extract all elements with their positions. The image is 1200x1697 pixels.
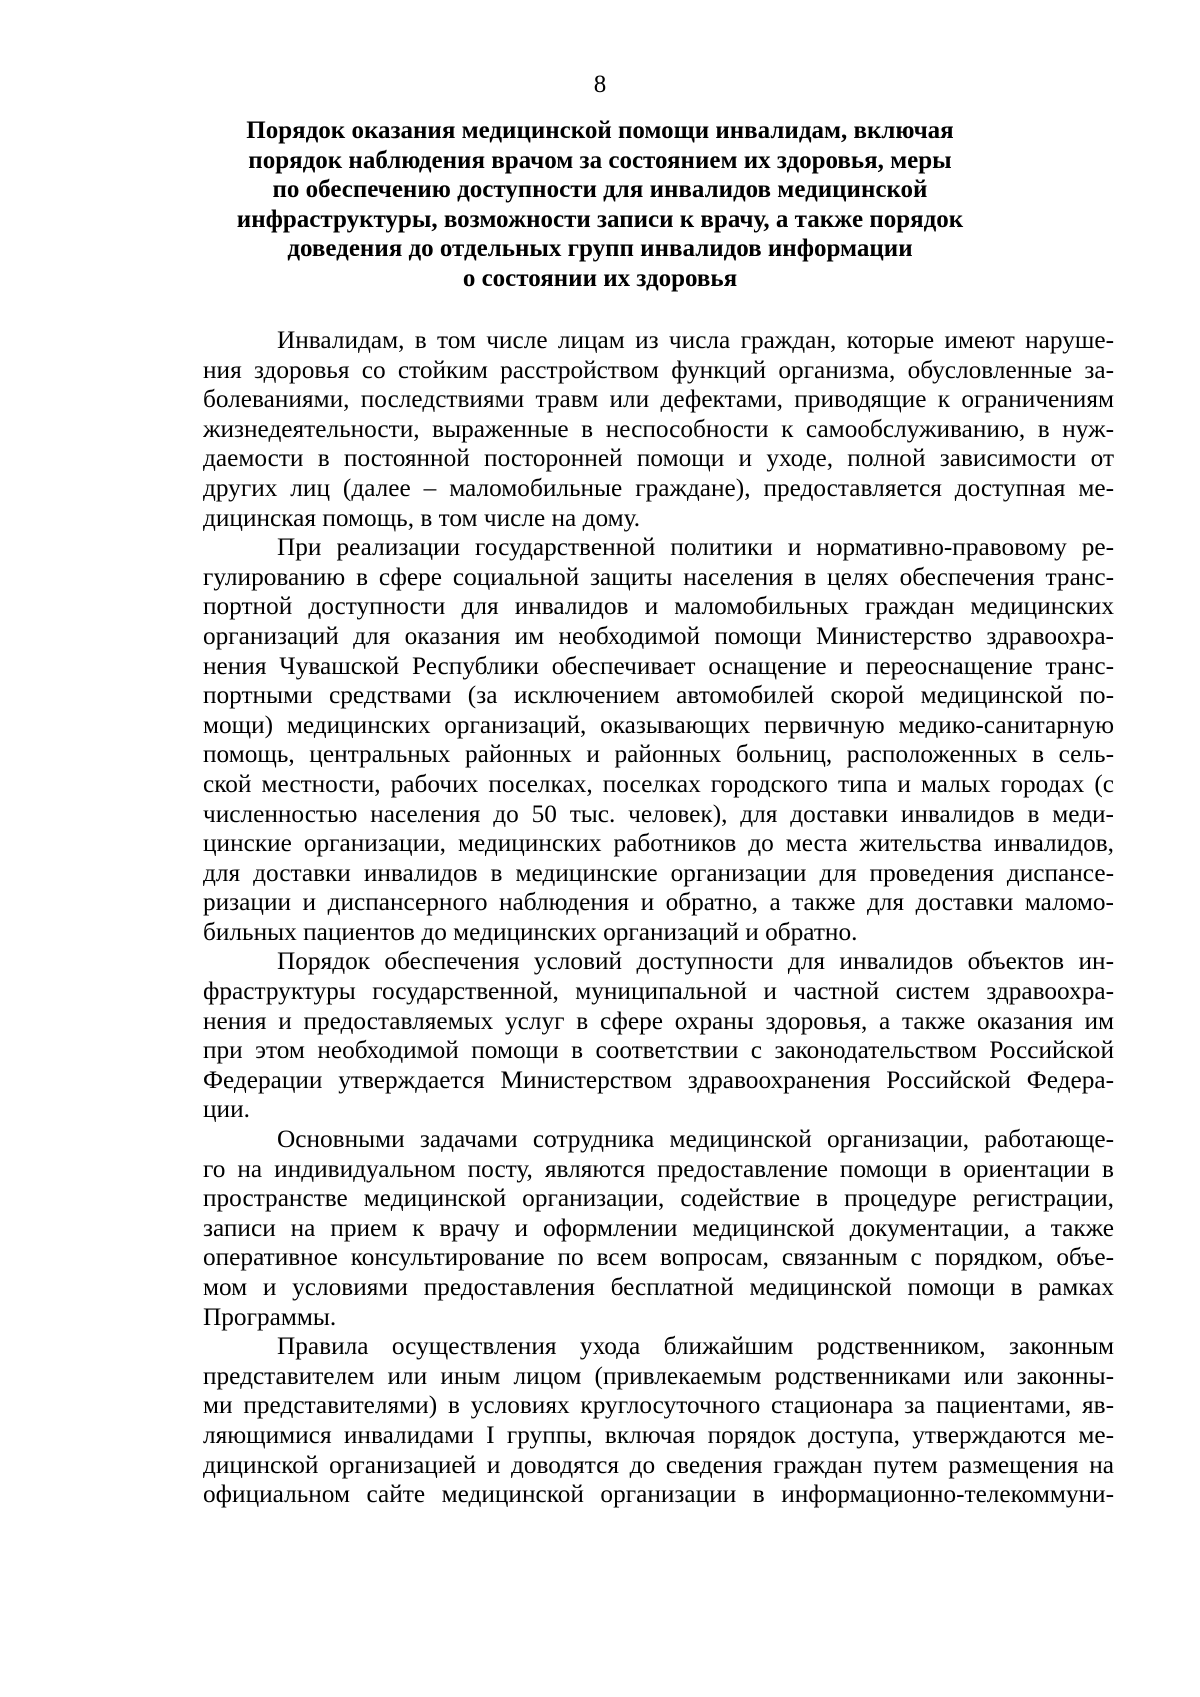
text-line: бильных пациентов до медицинских организаций и обратно. xyxy=(203,917,858,946)
text-line: гулированию в сфере социальной защиты населения в целях обеспечения транс- xyxy=(203,562,1114,591)
text-line: записи на прием к врачу и оформлении медицинской документации, а также xyxy=(203,1213,1114,1242)
section-title xyxy=(0,116,1200,293)
paragraph-5 xyxy=(203,1332,1114,1510)
text-line: нения Чувашской Республики обеспечивает оснащение и переоснащение транс- xyxy=(203,651,1114,680)
text-line: мощи) медицинских организаций, оказывающих первичную медико-санитарную xyxy=(203,710,1114,739)
text-line: ми представителями) в условиях круглосуточного стационара за пациентами, яв- xyxy=(203,1391,1114,1420)
text-line: оперативное консультирование по всем вопросам, связанным с порядком, объе- xyxy=(203,1243,1114,1272)
title-line: о состоянии их здоровья xyxy=(462,264,738,292)
text-line: фраструктуры государственной, муниципальной и частной систем здравоохра- xyxy=(203,977,1114,1006)
text-line: помощь, центральных районных и районных больниц, расположенных в сель- xyxy=(203,740,1114,769)
text-line: цинские организации, медицинских работников до места жительства инвалидов, xyxy=(203,829,1114,858)
text-line: портными средствами (за исключением автомобилей скорой медицинской по- xyxy=(203,681,1114,710)
text-line: дицинская помощь, в том числе на дому. xyxy=(203,503,641,532)
text-line: представителем или иным лицом (привлекаемым родственниками или законны- xyxy=(203,1361,1114,1390)
text-line: других лиц (далее – маломобильные граждане), предоставляется доступная ме- xyxy=(203,473,1114,502)
text-line: ции. xyxy=(203,1095,250,1124)
text-line: при этом необходимой помощи в соответствии с законодательством Российской xyxy=(203,1036,1114,1065)
text-line: численностью населения до 50 тыс. человек), для доставки инвалидов в меди- xyxy=(203,799,1114,828)
paragraph-2 xyxy=(203,533,1114,947)
text-line: организаций для оказания им необходимой помощи Министерство здравоохра- xyxy=(203,621,1114,650)
text-line: жизнедеятельности, выраженные в неспособности к самообслуживанию, в нуж- xyxy=(203,414,1114,443)
text-line: портной доступности для инвалидов и маломобильных граждан медицинских xyxy=(203,592,1114,621)
text-line: мом и условиями предоставления бесплатной медицинской помощи в рамках xyxy=(203,1273,1114,1301)
text-line: для доставки инвалидов в медицинские организации для проведения диспансе- xyxy=(203,858,1114,887)
text-line: Порядок обеспечения условий доступности для инвалидов объектов ин- xyxy=(277,947,1114,976)
title-line: доведения до отдельных групп инвалидов информации xyxy=(287,235,913,262)
page-number: 8 xyxy=(593,71,607,98)
text-line: официальном сайте медицинской организации в информационно-телекоммуни- xyxy=(203,1480,1114,1509)
text-line: Федерации утверждается Министерством здравоохранения Российской Федера- xyxy=(203,1065,1114,1094)
paragraph-3 xyxy=(203,947,1114,1125)
title-line: порядок наблюдения врачом за состоянием их здоровья, меры xyxy=(248,146,952,174)
text-line: го на индивидуальном посту, являются предоставление помощи в ориентации в xyxy=(203,1154,1114,1183)
text-line: пространстве медицинской организации, содействие в процедуре регистрации, xyxy=(203,1184,1114,1213)
text-line: ния здоровья со стойким расстройством функций организма, обусловленные за- xyxy=(203,355,1114,384)
title-line: инфраструктуры, возможности записи к врачу, а также порядок xyxy=(236,205,964,233)
text-line: Правила осуществления ухода ближайшим родственником, законным xyxy=(277,1332,1114,1361)
body-text xyxy=(203,326,1114,1510)
title-line: по обеспечению доступности для инвалидов медицинской xyxy=(272,176,928,203)
text-line: ризации и диспансерного наблюдения и обратно, а также для доставки маломо- xyxy=(203,888,1114,917)
text-line: Основными задачами сотрудника медицинской организации, работающе- xyxy=(277,1125,1114,1154)
paragraph-1 xyxy=(203,326,1114,533)
text-line: болеваниями, последствиями травм или дефектами, приводящие к ограничениям xyxy=(203,385,1114,414)
text-line: ляющимися инвалидами I группы, включая порядок доступа, утверждаются ме- xyxy=(203,1420,1114,1449)
text-line: Программы. xyxy=(203,1302,337,1331)
text-line: дицинской организацией и доводятся до сведения граждан путем размещения на xyxy=(203,1450,1114,1479)
text-line: нения и предоставляемых услуг в сфере охраны здоровья, а также оказания им xyxy=(203,1006,1114,1035)
text-line: Инвалидам, в том числе лицам из числа граждан, которые имеют наруше- xyxy=(277,326,1114,354)
title-line: Порядок оказания медицинской помощи инвалидам, включая xyxy=(246,117,954,144)
text-line: При реализации государственной политики и нормативно-правовому ре- xyxy=(277,533,1114,562)
text-line: ской местности, рабочих поселках, поселках городского типа и малых городах (с xyxy=(203,769,1114,798)
text-line: даемости в постоянной посторонней помощи и уходе, полной зависимости от xyxy=(203,444,1114,473)
paragraph-4 xyxy=(203,1125,1114,1332)
